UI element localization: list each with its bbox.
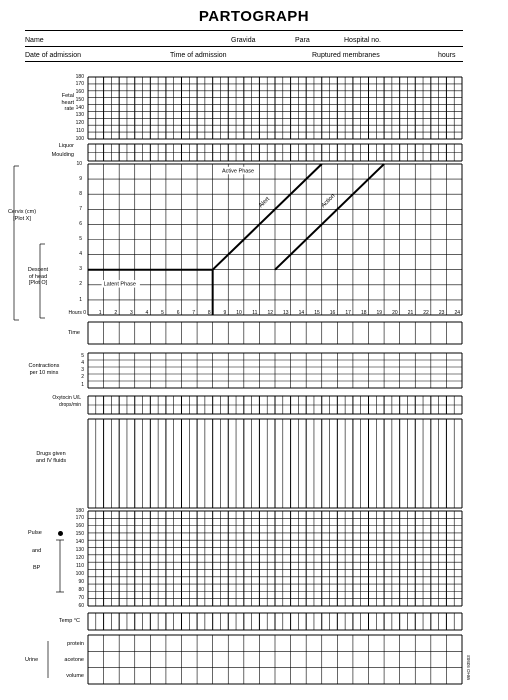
contractions-tick: 3 xyxy=(81,367,84,373)
pulse-tick: 140 xyxy=(75,539,84,546)
cervix-tick: 8 xyxy=(79,190,82,197)
hour-number: 18 xyxy=(360,310,367,316)
action-label: Action xyxy=(320,193,337,210)
hour-number: 9 xyxy=(223,310,227,316)
cervix-tick: 10 xyxy=(76,160,82,167)
pulse-tick: 180 xyxy=(75,507,84,514)
protein-label: protein xyxy=(67,641,84,647)
alert-line xyxy=(213,164,322,270)
time-of-admission-label: Time of admission xyxy=(170,52,227,59)
pulse-tick: 60 xyxy=(78,602,84,609)
hour-number: 12 xyxy=(267,310,273,316)
temp-label: Temp °C xyxy=(58,618,80,624)
fetal-heart-rate-label: Fetal heart rate xyxy=(61,93,74,112)
contractions-tick: 4 xyxy=(81,359,84,366)
pulse-tick: 130 xyxy=(75,547,84,554)
urine-label: Urine xyxy=(25,657,39,663)
hours-axis-label: Hours 0 xyxy=(68,310,86,316)
liquor-label: Liquor xyxy=(58,143,74,149)
hour-number: 1 xyxy=(98,310,102,316)
descent-label: Descent of head [Plot O] xyxy=(18,267,58,287)
fhr-tick: 120 xyxy=(75,120,84,126)
cervix-tick: 9 xyxy=(79,175,82,182)
volume-label: volume xyxy=(66,673,84,679)
cervix-tick: 5 xyxy=(79,236,82,243)
contractions-tick: 5 xyxy=(81,352,84,359)
hour-number: 2 xyxy=(114,310,118,316)
time-label: Time xyxy=(67,330,80,336)
name-label: Name xyxy=(25,37,44,44)
cervix-tick: 7 xyxy=(79,205,82,212)
cervix-tick: 2 xyxy=(79,281,82,288)
contractions-label: Contractions per 10 mins xyxy=(28,363,60,376)
hour-number: 3 xyxy=(129,310,133,316)
fhr-tick: 150 xyxy=(75,96,84,103)
active-phase-label: Active Phase xyxy=(222,168,255,175)
hour-number: 21 xyxy=(407,310,414,316)
cervix-tick: 4 xyxy=(79,251,82,258)
hour-number: 4 xyxy=(145,310,149,316)
hospital-no-label: Hospital no. xyxy=(344,37,381,44)
hour-number: 14 xyxy=(298,310,305,316)
cervix-tick: 3 xyxy=(79,266,82,273)
hour-number: 8 xyxy=(207,310,211,316)
cervix-label: Cervix (cm) [Plot X] xyxy=(2,209,42,222)
fhr-tick: 180 xyxy=(75,73,84,80)
fhr-tick: 170 xyxy=(75,81,84,88)
para-label: Para xyxy=(295,37,310,44)
pulse-tick: 90 xyxy=(78,578,84,585)
latent-phase-label: Latent Phase xyxy=(103,281,137,288)
action-line xyxy=(275,164,384,270)
page-title: PARTOGRAPH xyxy=(198,8,310,25)
hour-number: 23 xyxy=(438,310,445,316)
pulse-label: Pulse xyxy=(28,530,42,536)
fhr-tick: 140 xyxy=(75,104,84,111)
hour-number: 20 xyxy=(392,310,398,316)
pulse-tick: 80 xyxy=(78,586,84,593)
acetone-label: acetone xyxy=(64,657,84,663)
hour-number: 16 xyxy=(329,310,336,316)
cervix-tick: 1 xyxy=(79,296,82,303)
pulse-tick: 150 xyxy=(75,531,84,538)
bp-label: BP xyxy=(33,565,41,571)
gravida-label: Gravida xyxy=(231,37,256,44)
oxytocin-label: Oxytocin U/L drops/min xyxy=(52,395,81,408)
pulse-tick: 100 xyxy=(75,570,84,577)
date-of-admission-label: Date of admission xyxy=(25,52,82,59)
pulse-tick: 110 xyxy=(76,562,84,569)
hour-number: 19 xyxy=(376,310,383,316)
hour-number: 7 xyxy=(192,310,196,316)
moulding-label: Moulding xyxy=(51,152,74,158)
hour-number: 17 xyxy=(345,310,351,316)
hour-number: 11 xyxy=(252,310,258,316)
alert-label: Alert xyxy=(258,196,272,210)
fhr-tick: 160 xyxy=(75,89,84,95)
fhr-tick: 100 xyxy=(75,135,84,142)
fhr-tick: 130 xyxy=(75,112,84,119)
hour-number: 22 xyxy=(423,310,429,316)
hour-number: 13 xyxy=(283,310,289,316)
hour-number: 5 xyxy=(161,310,164,316)
hours-label: hours xyxy=(438,52,456,59)
drugs-label: Drugs given and IV fluids xyxy=(35,451,67,464)
pulse-tick: 70 xyxy=(78,594,84,601)
hour-number: 15 xyxy=(314,310,320,316)
ruptured-membranes-label: Ruptured membranes xyxy=(312,52,380,59)
hour-number: 24 xyxy=(454,310,460,316)
pulse-tick: 170 xyxy=(75,515,84,522)
cervix-tick: 6 xyxy=(79,220,82,227)
hour-number: 6 xyxy=(176,310,180,316)
hour-number: 10 xyxy=(236,310,242,316)
pulse-tick: 120 xyxy=(75,555,84,561)
contractions-tick: 2 xyxy=(81,374,84,381)
footer-code: WHO 93503 xyxy=(466,655,471,680)
and-label: and xyxy=(32,548,42,554)
fhr-tick: 110 xyxy=(76,127,84,134)
pulse-tick: 160 xyxy=(75,523,84,530)
contractions-tick: 1 xyxy=(81,381,84,388)
